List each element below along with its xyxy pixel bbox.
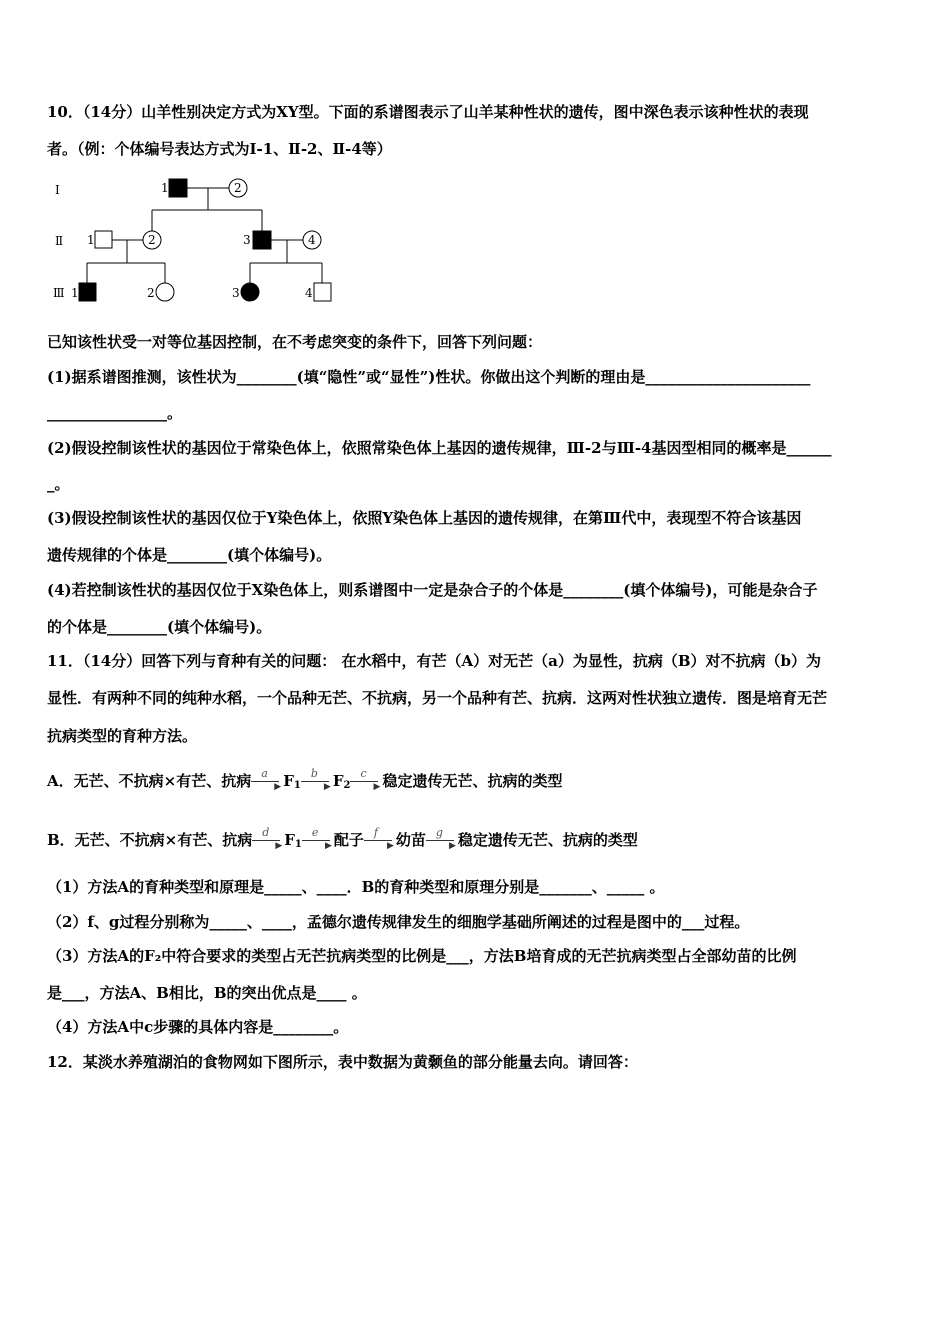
arrow-a: a ▶ <box>251 772 283 792</box>
gen-label-1: Ⅰ <box>55 183 60 197</box>
q10-part3b: 遗传规律的个体是________(填个体编号)。 <box>47 546 332 564</box>
individual-I-1 <box>169 179 187 197</box>
svg-text:2: 2 <box>234 181 242 195</box>
individual-II-1 <box>95 231 112 248</box>
svg-text:1: 1 <box>71 286 79 300</box>
q11-sub2: （2）f、g过程分别称为_____、____，孟德尔遗传规律发生的细胞学基础所阐述的过程是图中的___过程。 <box>47 913 750 931</box>
svg-text:3: 3 <box>232 286 240 300</box>
q10-part4b: 的个体是________(填个体编号)。 <box>47 618 272 636</box>
gen-label-3: Ⅲ <box>53 286 65 300</box>
q10-line1: 10．（14分）山羊性别决定方式为XY型。下面的系谱图表示了山羊某种性状的遗传，图中深色表示该种性状的表现 <box>47 103 809 121</box>
svg-text:1: 1 <box>87 233 95 247</box>
svg-text:4: 4 <box>308 233 316 247</box>
individual-III-3 <box>241 283 259 301</box>
q11-sub1: （1）方法A的育种类型和原理是_____、____．B的育种类型和原理分别是_______、_____ 。 <box>47 878 665 896</box>
method-b-diagram: B．无芒、不抗病×有芒、抗病 d ▶ $F_1$ e ▶ 配子 f ▶ 幼苗 g ▶ 稳定遗传无芒、抗病的类型 <box>47 826 638 851</box>
q11-sub3a: （3）方法A的F₂中符合要求的类型占无芒抗病类型的比例是___，方法B培育成的无芒抗病类型占全部幼苗的比例 <box>47 947 797 965</box>
arrow-d: d ▶ <box>252 831 284 851</box>
q10-part4a: (4)若控制该性状的基因仅位于X染色体上，则系谱图中一定是杂合子的个体是________(填个体编号)，可能是杂合子 <box>47 581 818 599</box>
arrow-g: g ▶ <box>426 831 458 851</box>
arrow-e: e ▶ <box>302 831 334 851</box>
q11-line1: 11．（14分）回答下列与育种有关的问题： 在水稻中，有芒（A）对无芒（a）为显性，抗病（B）对不抗病（b）为 <box>47 652 821 670</box>
individual-II-3 <box>253 231 271 249</box>
individual-III-4 <box>314 283 331 301</box>
pedigree-chart <box>47 170 347 310</box>
svg-text:2: 2 <box>147 286 155 300</box>
svg-text:3: 3 <box>243 233 251 247</box>
q10-part2b: _。 <box>47 475 70 493</box>
q11-sub3b: 是___，方法A、B相比，B的突出优点是____ 。 <box>47 984 367 1002</box>
arrow-b: b ▶ <box>301 772 333 792</box>
gen-label-2: Ⅱ <box>55 234 64 248</box>
individual-III-2 <box>156 283 174 301</box>
q11-sub4: （4）方法A中c步骤的具体内容是________。 <box>47 1018 349 1036</box>
q11-line3: 抗病类型的育种方法。 <box>47 727 198 745</box>
method-a-diagram: A．无芒、不抗病×有芒、抗病 a ▶ $F_1$ b ▶ $F_2$ c ▶ 稳定遗传无芒、抗病的类型 <box>47 767 563 792</box>
arrow-c: c ▶ <box>350 772 382 792</box>
q10-part2a: (2)假设控制该性状的基因位于常染色体上，依照常染色体上基因的遗传规律，Ⅲ-2与Ⅲ-4基因型相同的概率是______ <box>47 439 832 457</box>
q10-part3a: (3)假设控制该性状的基因仅位于Y染色体上，依照Y染色体上基因的遗传规律，在第Ⅲ代中，表现型不符合该基因 <box>47 509 802 527</box>
q10-part1a: (1)据系谱图推测，该性状为________(填“隐性”或“显性”)性状。你做出这个判断的理由是______________________ <box>47 368 811 386</box>
q10-part1b: ________________。 <box>47 404 183 422</box>
q10-line2: 者。（例：个体编号表达方式为Ⅰ-1、Ⅱ-2、Ⅱ-4等） <box>47 140 392 158</box>
q10-intro: 已知该性状受一对等位基因控制，在不考虑突变的条件下，回答下列问题： <box>47 333 543 351</box>
individual-III-1 <box>79 283 96 301</box>
q11-line2: 显性．有两种不同的纯种水稻，一个品种无芒、不抗病，另一个品种有芒、抗病．这两对性状独立遗传．图是培育无芒 <box>47 689 828 707</box>
arrow-f: f ▶ <box>364 831 396 851</box>
svg-text:1: 1 <box>161 181 169 195</box>
svg-text:4: 4 <box>305 286 313 300</box>
q12-line1: 12．某淡水养殖湖泊的食物网如下图所示，表中数据为黄颡鱼的部分能量去向。请回答： <box>47 1053 638 1071</box>
svg-text:2: 2 <box>148 233 156 247</box>
